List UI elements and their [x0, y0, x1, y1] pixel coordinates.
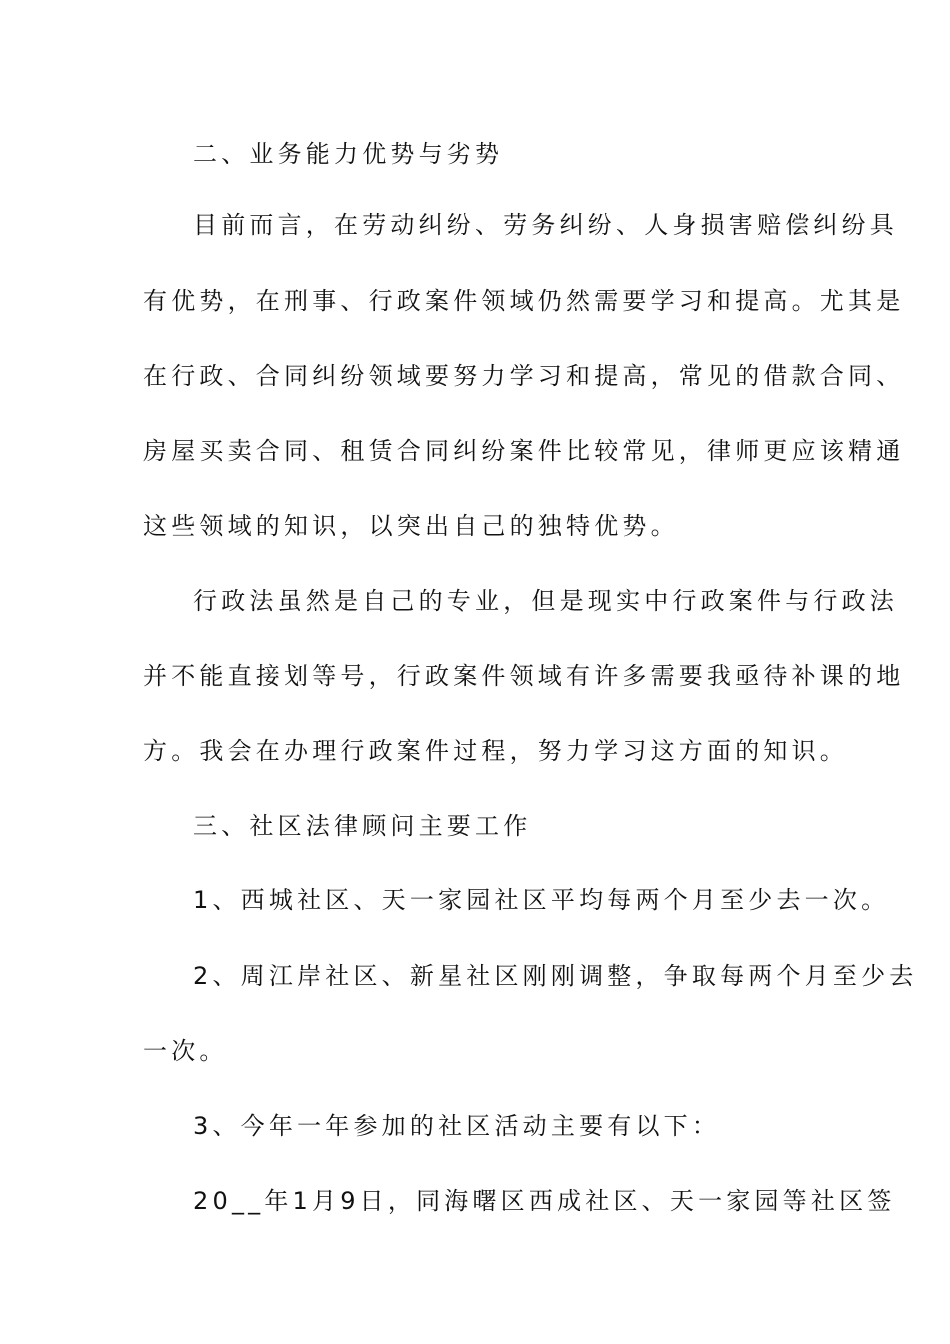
section-heading-community-legal-advisor: 三、社区法律顾问主要工作: [193, 812, 532, 840]
paragraph-line: 有优势，在刑事、行政案件领域仍然需要学习和提高。尤其是: [143, 287, 905, 315]
paragraph-line: 这些领域的知识，以突出自己的独特优势。: [143, 512, 679, 540]
paragraph-line: 房屋买卖合同、租赁合同纠纷案件比较常见，律师更应该精通: [143, 437, 905, 465]
list-item-continuation: 一次。: [143, 1037, 228, 1065]
paragraph-line: 并不能直接划等号，行政案件领域有许多需要我亟待补课的地: [143, 662, 905, 690]
list-item: 1、西城社区、天一家园社区平均每两个月至少去一次。: [193, 886, 890, 914]
list-item: 3、今年一年参加的社区活动主要有以下：: [193, 1112, 721, 1140]
paragraph-line: 方。我会在办理行政案件过程，努力学习这方面的知识。: [143, 737, 848, 765]
section-heading-business-ability: 二、业务能力优势与劣势: [193, 140, 504, 168]
paragraph-line: 在行政、合同纠纷领域要努力学习和提高，常见的借款合同、: [143, 362, 905, 390]
paragraph-line: 目前而言，在劳动纠纷、劳务纠纷、人身损害赔偿纠纷具: [193, 211, 898, 239]
paragraph-line: 行政法虽然是自己的专业，但是现实中行政案件与行政法: [193, 587, 898, 615]
paragraph-line: 20__年1月9日，同海曙区西成社区、天一家园等社区签: [193, 1187, 896, 1215]
list-item: 2、周江岸社区、新星社区刚刚调整，争取每两个月至少去: [193, 962, 918, 990]
